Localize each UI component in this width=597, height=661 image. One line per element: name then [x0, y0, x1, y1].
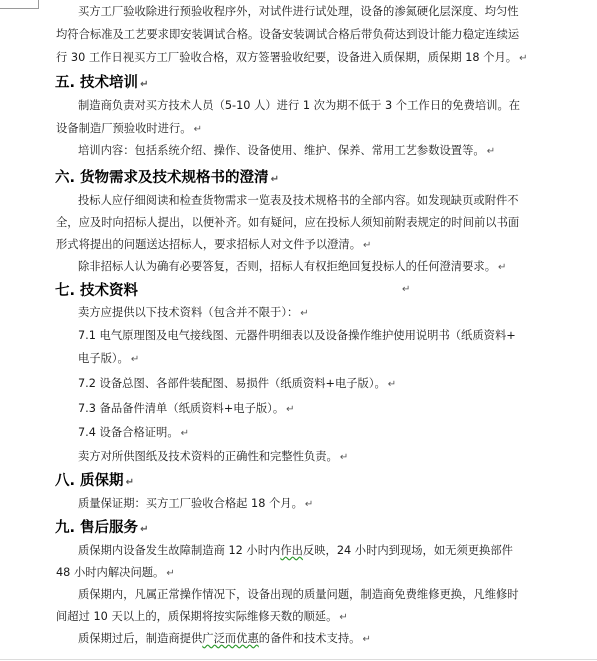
- s6-paragraph-1-line-1: 投标人应仔细阅读和检查货物需求一览表及技术规格书的全部内容。如发现缺页或附件不: [78, 194, 519, 207]
- paragraph-mark: ↵: [387, 379, 397, 390]
- paragraph-mark: ↵: [339, 612, 348, 623]
- paragraph-mark: ↵: [166, 568, 175, 579]
- proofing-underline: 作出: [280, 544, 303, 557]
- s7-item-3: 7.3 备品备件清单（纸质资料+电子版）。 ↵: [78, 402, 295, 415]
- intro-line-1: 买方工厂验收除进行预验收程序外，对试件进行试处理，设备的渗氮硬化层深度、均匀性: [78, 5, 519, 18]
- paragraph-mark: ↵: [270, 174, 279, 185]
- s9-paragraph-2-line-2: 间超过 10 天以上的，质保期将按实际维修天数的顺延。 ↵: [56, 610, 348, 623]
- paragraph-mark: ↵: [193, 124, 202, 135]
- s7-closing: 卖方对所供图纸及技术资料的正确性和完整性负责。 ↵: [78, 450, 349, 463]
- paragraph-mark: ↵: [300, 308, 309, 319]
- s5-paragraph-1-line-2: 设备制造厂预验收时进行。 ↵: [56, 122, 202, 135]
- s9-paragraph-3: 质保期过后，制造商提供广泛而优惠的备件和技术支持。 ↵: [78, 632, 371, 645]
- s7-item-2: 7.2 设备总图、各部件装配图、易损件（纸质资料+电子版）。 ↵: [78, 377, 397, 390]
- paragraph-mark: ↵: [125, 477, 134, 488]
- page-bottom-edge: [0, 659, 597, 660]
- paragraph-mark: ↵: [130, 354, 140, 365]
- s7-intro: 卖方应提供以下技术资料（包含并不限于）： ↵: [78, 306, 309, 319]
- paragraph-mark: ↵: [362, 634, 371, 645]
- paragraph-mark: ↵: [304, 499, 314, 510]
- s6-paragraph-1-line-3: 形式将提出的问题送达招标人，要求招标人对文件予以澄清。 ↵: [56, 238, 372, 251]
- paragraph-mark: ↵: [180, 428, 190, 439]
- section-9-heading: 九. 售后服务 ↵: [55, 520, 149, 536]
- s8-paragraph-1: 质量保证期：买方工厂验收合格起 18 个月。 ↵: [78, 497, 314, 510]
- s9-paragraph-2-line-1: 质保期内，凡属正常操作情况下，设备出现的质量问题，制造商免费维修更换，凡维修时: [78, 588, 519, 601]
- s7-item-1-line-1: 7.1 电气原理图及电气接线图、元器件明细表以及设备操作维护使用说明书（纸质资料+: [78, 329, 516, 342]
- s5-paragraph-1-line-1: 制造商负责对买方技术人员（5-10 人）进行 1 次为期不低于 3 个工作日的免费培训。在: [78, 99, 521, 112]
- paragraph-mark: ↵: [140, 79, 149, 90]
- paragraph-mark: ↵: [339, 452, 349, 463]
- paragraph-mark: ↵: [286, 404, 295, 415]
- section-6-heading: 六. 货物需求及技术规格书的澄清 ↵: [55, 170, 279, 186]
- section-7-heading: 七. 技术资料: [55, 283, 139, 299]
- s5-paragraph-2: 培训内容：包括系统介绍、操作、设备使用、维护、保养、常用工艺参数设置等。 ↵: [78, 144, 496, 157]
- intro-line-3: 行 30 工作日视买方工厂验收合格，双方签署验收纪要，设备进入质保期，质保期 18 个月。 ↵: [56, 51, 528, 64]
- s6-paragraph-1-line-2: 全，应及时向招标人提出，以便补齐。如有疑问，应在投标人须知前附表规定的时间前以书面: [56, 216, 520, 229]
- s9-paragraph-1-line-1: 质保期内设备发生故障制造商 12 小时内作出反映，24 小时内到现场，如无须更换部件: [78, 544, 513, 557]
- page-corner-mark: [0, 0, 39, 9]
- paragraph-mark: ↵: [498, 262, 507, 273]
- s6-paragraph-2: 除非招标人认为确有必要答复，否则，招标人有权拒绝回复投标人的任何澄清要求。 ↵: [78, 260, 507, 273]
- s9-paragraph-1-line-2: 48 小时内解决问题。 ↵: [56, 566, 175, 579]
- paragraph-mark: ↵: [486, 146, 496, 157]
- paragraph-mark: ↵: [519, 53, 528, 64]
- paragraph-mark: ↵: [402, 284, 411, 295]
- s7-item-4: 7.4 设备合格证明。 ↵: [78, 426, 190, 439]
- proofing-underline: 广泛而优惠: [202, 632, 259, 645]
- s7-item-1-line-2: 电子版）。 ↵: [78, 352, 140, 365]
- paragraph-mark: ↵: [363, 240, 372, 251]
- intro-line-2: 均符合标准及工艺要求即安装调试合格。设备安装调试合格后带负荷达到设计能力稳定连续运: [56, 28, 520, 41]
- section-8-heading: 八. 质保期 ↵: [55, 473, 134, 489]
- paragraph-mark: ↵: [140, 524, 149, 535]
- section-5-heading: 五. 技术培训 ↵: [55, 75, 149, 91]
